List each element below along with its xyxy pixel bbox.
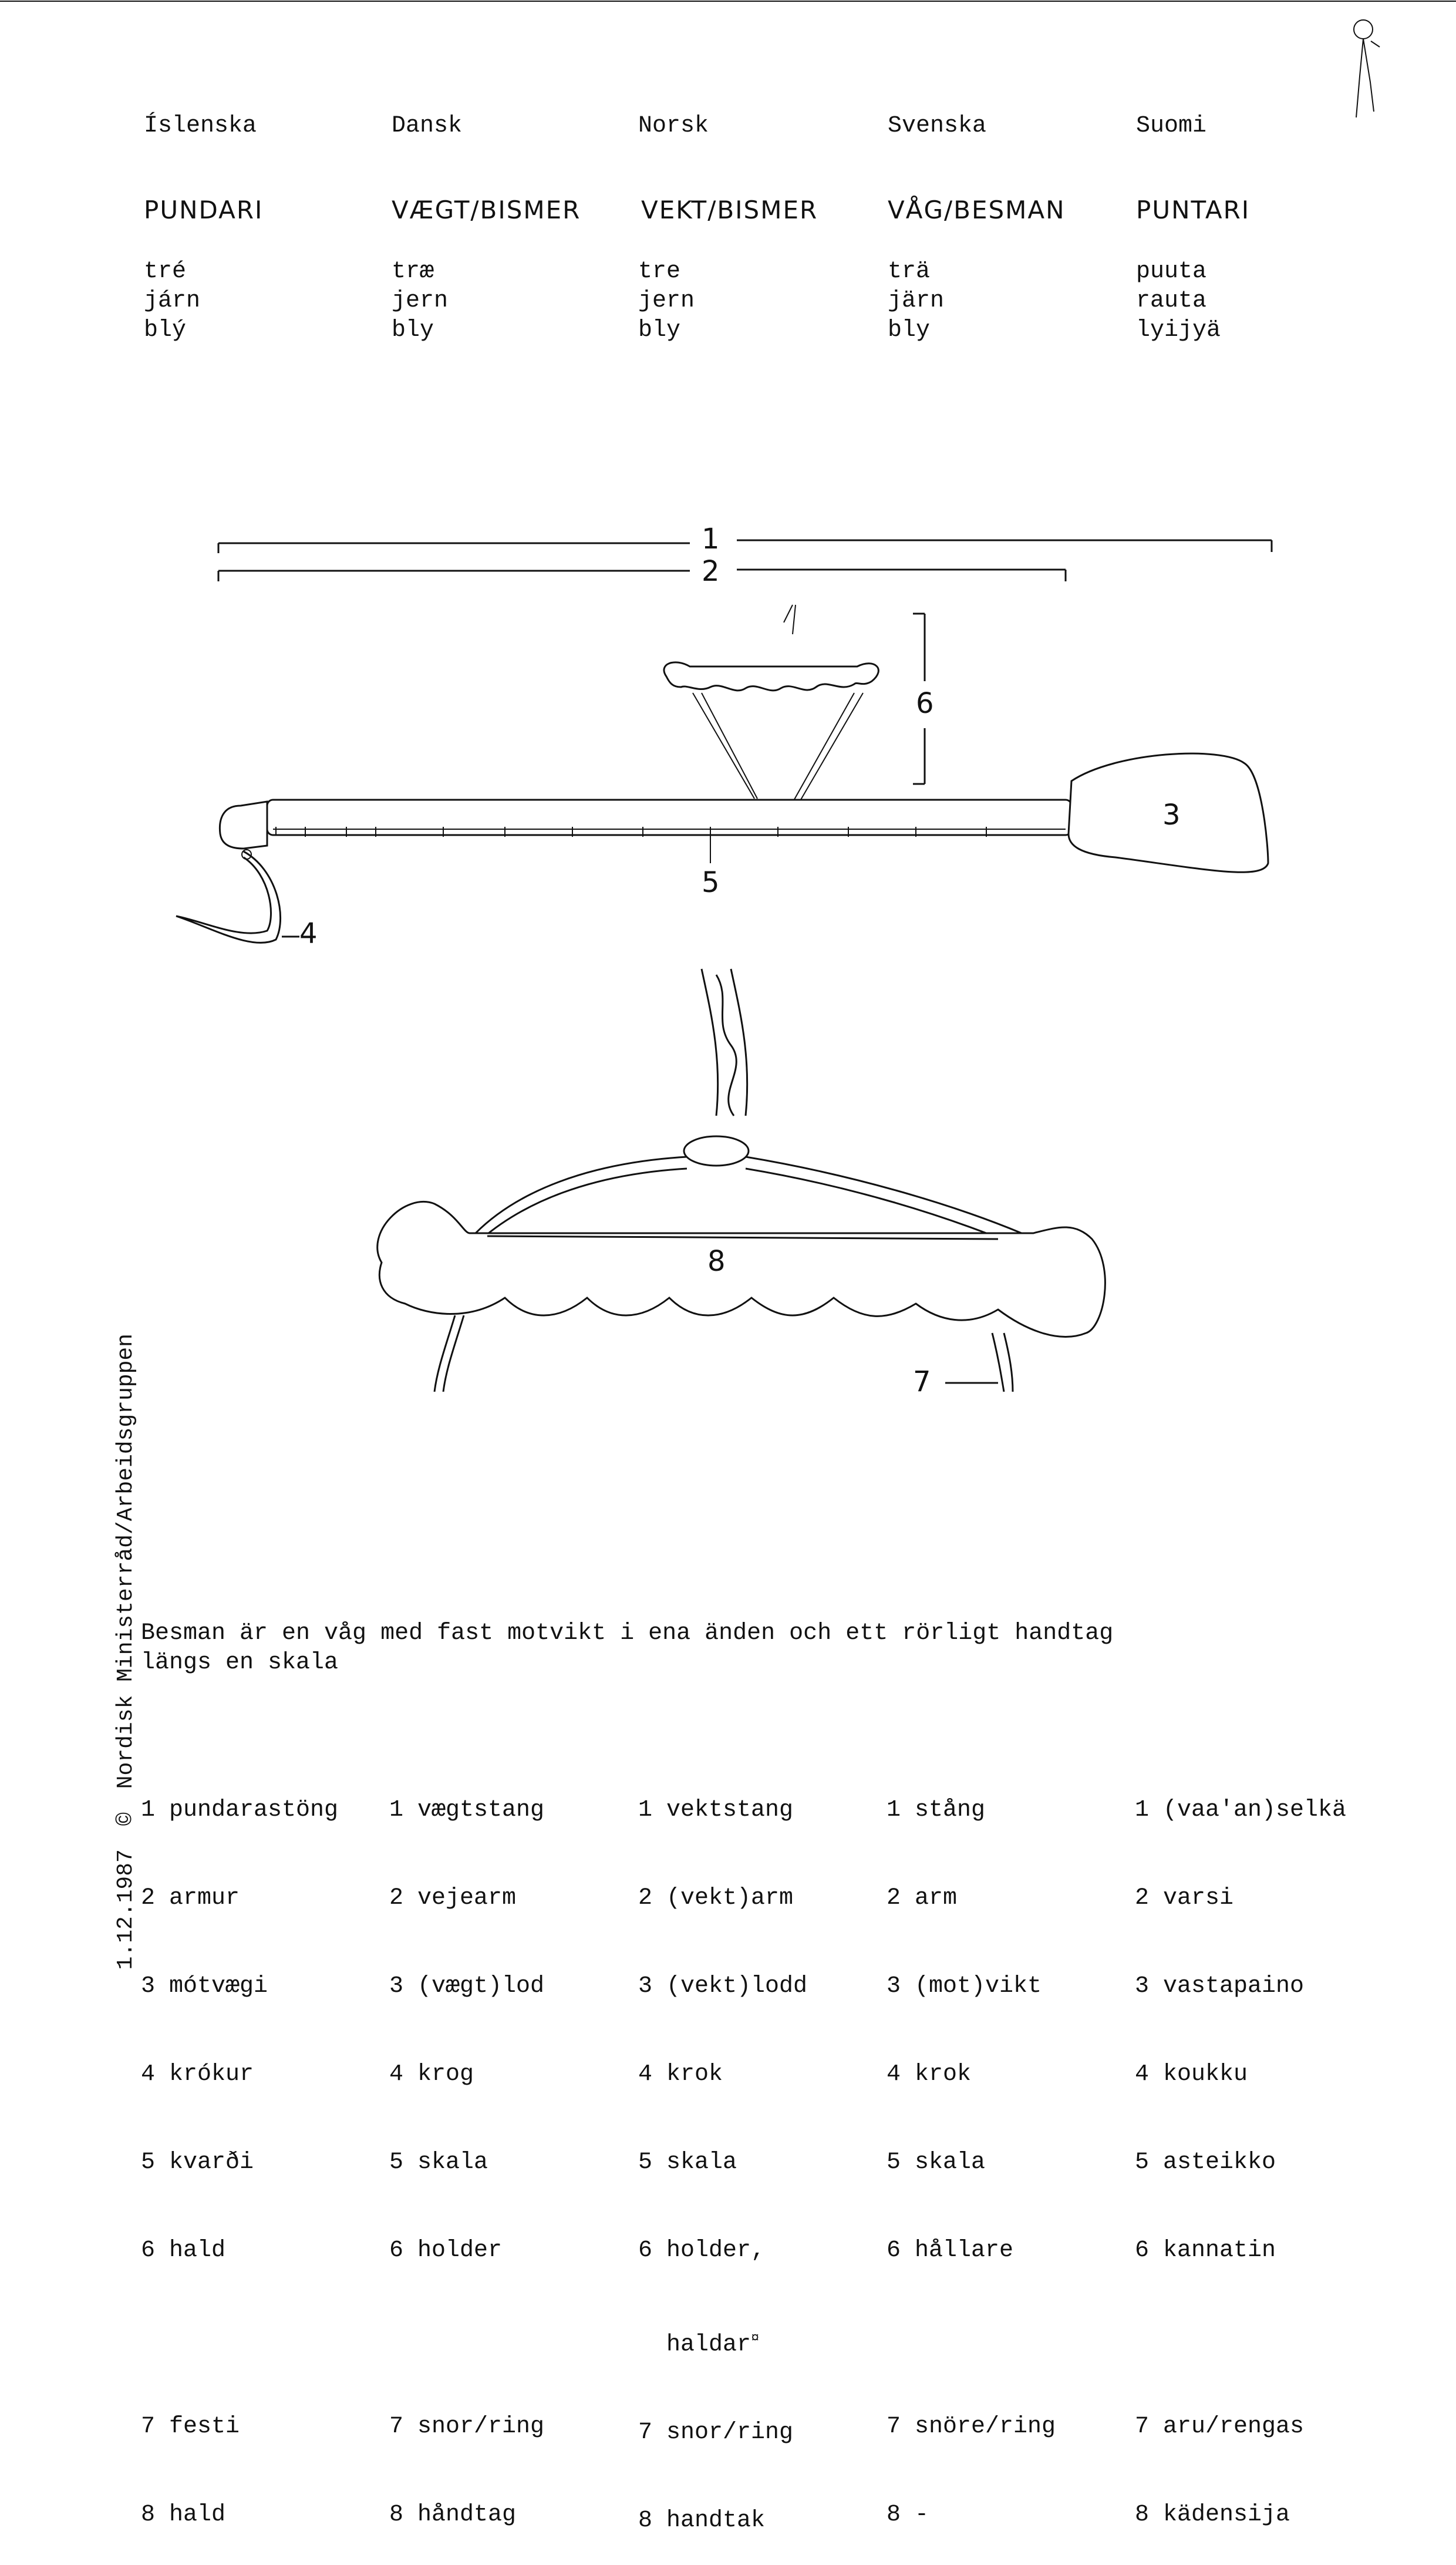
- glossary-column-norsk: [638, 1737, 807, 2565]
- glossary-item: 4 krog: [389, 2061, 474, 2088]
- glossary-item: 4 krok: [638, 2061, 723, 2088]
- glossary-item: 4 koukku: [1135, 2061, 1248, 2088]
- material-suomi-3: lyijyä: [1136, 317, 1221, 344]
- material-suomi-2: rauta: [1136, 288, 1207, 314]
- callout-1: 1: [702, 523, 720, 556]
- glossary-item: 8 hald: [141, 2502, 226, 2528]
- vertical-footer: [88, 1310, 139, 1997]
- glossary-item: 8 -: [887, 2502, 929, 2528]
- glossary-item: 7 aru/rengas: [1135, 2413, 1305, 2440]
- glossary-column-dansk: [389, 1737, 544, 2559]
- material-suomi-1: puuta: [1136, 258, 1207, 285]
- material-dansk-3: bly: [392, 317, 434, 344]
- callout-4: 4: [299, 917, 318, 950]
- glossary-item-continued: haldar¤: [666, 2331, 760, 2358]
- material-dansk-2: jern: [392, 288, 449, 314]
- glossary-item: 6 hållare: [887, 2237, 1014, 2264]
- glossary-spacer: [389, 2324, 544, 2354]
- term-svenska: VÅG/BESMAN: [888, 196, 1066, 224]
- glossary-item: 6 holder: [389, 2237, 503, 2264]
- scale-bar: [176, 753, 1268, 942]
- glossary-column-suomi: [1135, 1737, 1346, 2559]
- glossary-item: 1 stång: [887, 1797, 986, 1823]
- glossary-item: 3 mótvægi: [141, 1973, 268, 2000]
- callout-5: 5: [702, 866, 720, 899]
- language-header-suomi: Suomi: [1136, 113, 1207, 139]
- term-norsk: VEKT/BISMER: [641, 196, 818, 224]
- term-suomi: PUNTARI: [1136, 196, 1251, 224]
- material-norsk-2: jern: [638, 288, 695, 314]
- glossary-item: 3 (mot)vikt: [887, 1973, 1042, 2000]
- callout-8: 8: [707, 1245, 726, 1278]
- callout-3: 3: [1162, 799, 1181, 832]
- glossary-extra-haldar: haldar: [666, 2331, 751, 2358]
- dimension-line-2: [218, 570, 1066, 581]
- glossary-item: 4 krókur: [141, 2061, 254, 2088]
- glossary-item: 7 snor/ring: [638, 2419, 794, 2446]
- glossary-item: 1 pundarastöng: [141, 1797, 339, 1823]
- language-header-islenska: Íslenska: [144, 113, 257, 139]
- footer-date: 1.12.1987: [113, 1849, 139, 1970]
- glossary-spacer: [1135, 2324, 1346, 2354]
- glossary-spacer: [887, 2324, 1056, 2354]
- term-dansk: VÆGT/BISMER: [392, 196, 581, 224]
- footer-org: Nordisk Ministerråd/Arbeidsgruppen: [113, 1334, 139, 1789]
- term-islenska: PUNDARI: [144, 196, 264, 224]
- glossary-item: 7 festi: [141, 2413, 240, 2440]
- material-svenska-2: järn: [888, 288, 945, 314]
- callout-6: 6: [916, 687, 934, 720]
- glossary-item: 3 (vægt)lod: [389, 1973, 545, 2000]
- mascot-doodle-icon: [1354, 20, 1380, 117]
- glossary-item: 7 snöre/ring: [887, 2413, 1056, 2440]
- glossary-spacer: [141, 2324, 338, 2354]
- glossary-item: 1 (vaa'an)selkä: [1135, 1797, 1347, 1823]
- material-dansk-1: træ: [392, 258, 434, 285]
- callout-7: 7: [913, 1365, 931, 1398]
- glossary-item: 2 arm: [887, 1885, 958, 1911]
- glossary-item: 6 holder,: [638, 2237, 766, 2264]
- glossary-item: 5 kvarði: [141, 2149, 254, 2176]
- description-line-2: längs en skala: [141, 1650, 339, 1676]
- dimension-line-1: [218, 540, 1272, 553]
- holder-large: [378, 969, 1106, 1392]
- material-svenska-3: bly: [888, 317, 931, 344]
- glossary-item: 2 armur: [141, 1885, 240, 1911]
- glossary-item: 2 varsi: [1135, 1885, 1234, 1911]
- glossary-item: 5 skala: [389, 2149, 488, 2176]
- language-header-dansk: Dansk: [392, 113, 463, 139]
- glossary-item: 5 skala: [638, 2149, 737, 2176]
- glossary-item: 3 (vekt)lodd: [638, 1973, 808, 2000]
- language-header-norsk: Norsk: [638, 113, 709, 139]
- glossary-item: 1 vektstang: [638, 1797, 794, 1823]
- material-norsk-3: bly: [638, 317, 681, 344]
- callout-2: 2: [702, 555, 720, 588]
- glossary-item: 4 krok: [887, 2061, 972, 2088]
- glossary-column-islenska: [141, 1737, 338, 2559]
- glossary-item: 7 snor/ring: [389, 2413, 545, 2440]
- glossary-item: 8 handtak: [638, 2507, 766, 2534]
- glossary-item: 8 kädensija: [1135, 2502, 1290, 2528]
- copyright-icon: ©: [113, 1812, 139, 1826]
- glossary-item: 8 håndtag: [389, 2502, 517, 2528]
- glossary-item: 2 vejearm: [389, 1885, 517, 1911]
- material-islenska-1: tré: [144, 258, 187, 285]
- glossary-item: 6 hald: [141, 2237, 226, 2264]
- glossary-item: 5 asteikko: [1135, 2149, 1276, 2176]
- glossary-item: 3 vastapaino: [1135, 1973, 1305, 2000]
- material-islenska-3: blý: [144, 317, 187, 344]
- language-header-svenska: Svenska: [888, 113, 987, 139]
- material-norsk-1: tre: [638, 258, 681, 285]
- glossary-column-svenska: [887, 1737, 1056, 2559]
- material-islenska-2: járn: [144, 288, 201, 314]
- material-svenska-1: trä: [888, 258, 931, 285]
- glossary-item: 2 (vekt)arm: [638, 1885, 794, 1911]
- glossary-item: 1 vægtstang: [389, 1797, 545, 1823]
- glossary-item: 6 kannatin: [1135, 2237, 1276, 2264]
- description-line-1: Besman är en våg med fast motvikt i ena änden och ett rörligt handtag: [141, 1620, 1114, 1647]
- glossary-item: 5 skala: [887, 2149, 986, 2176]
